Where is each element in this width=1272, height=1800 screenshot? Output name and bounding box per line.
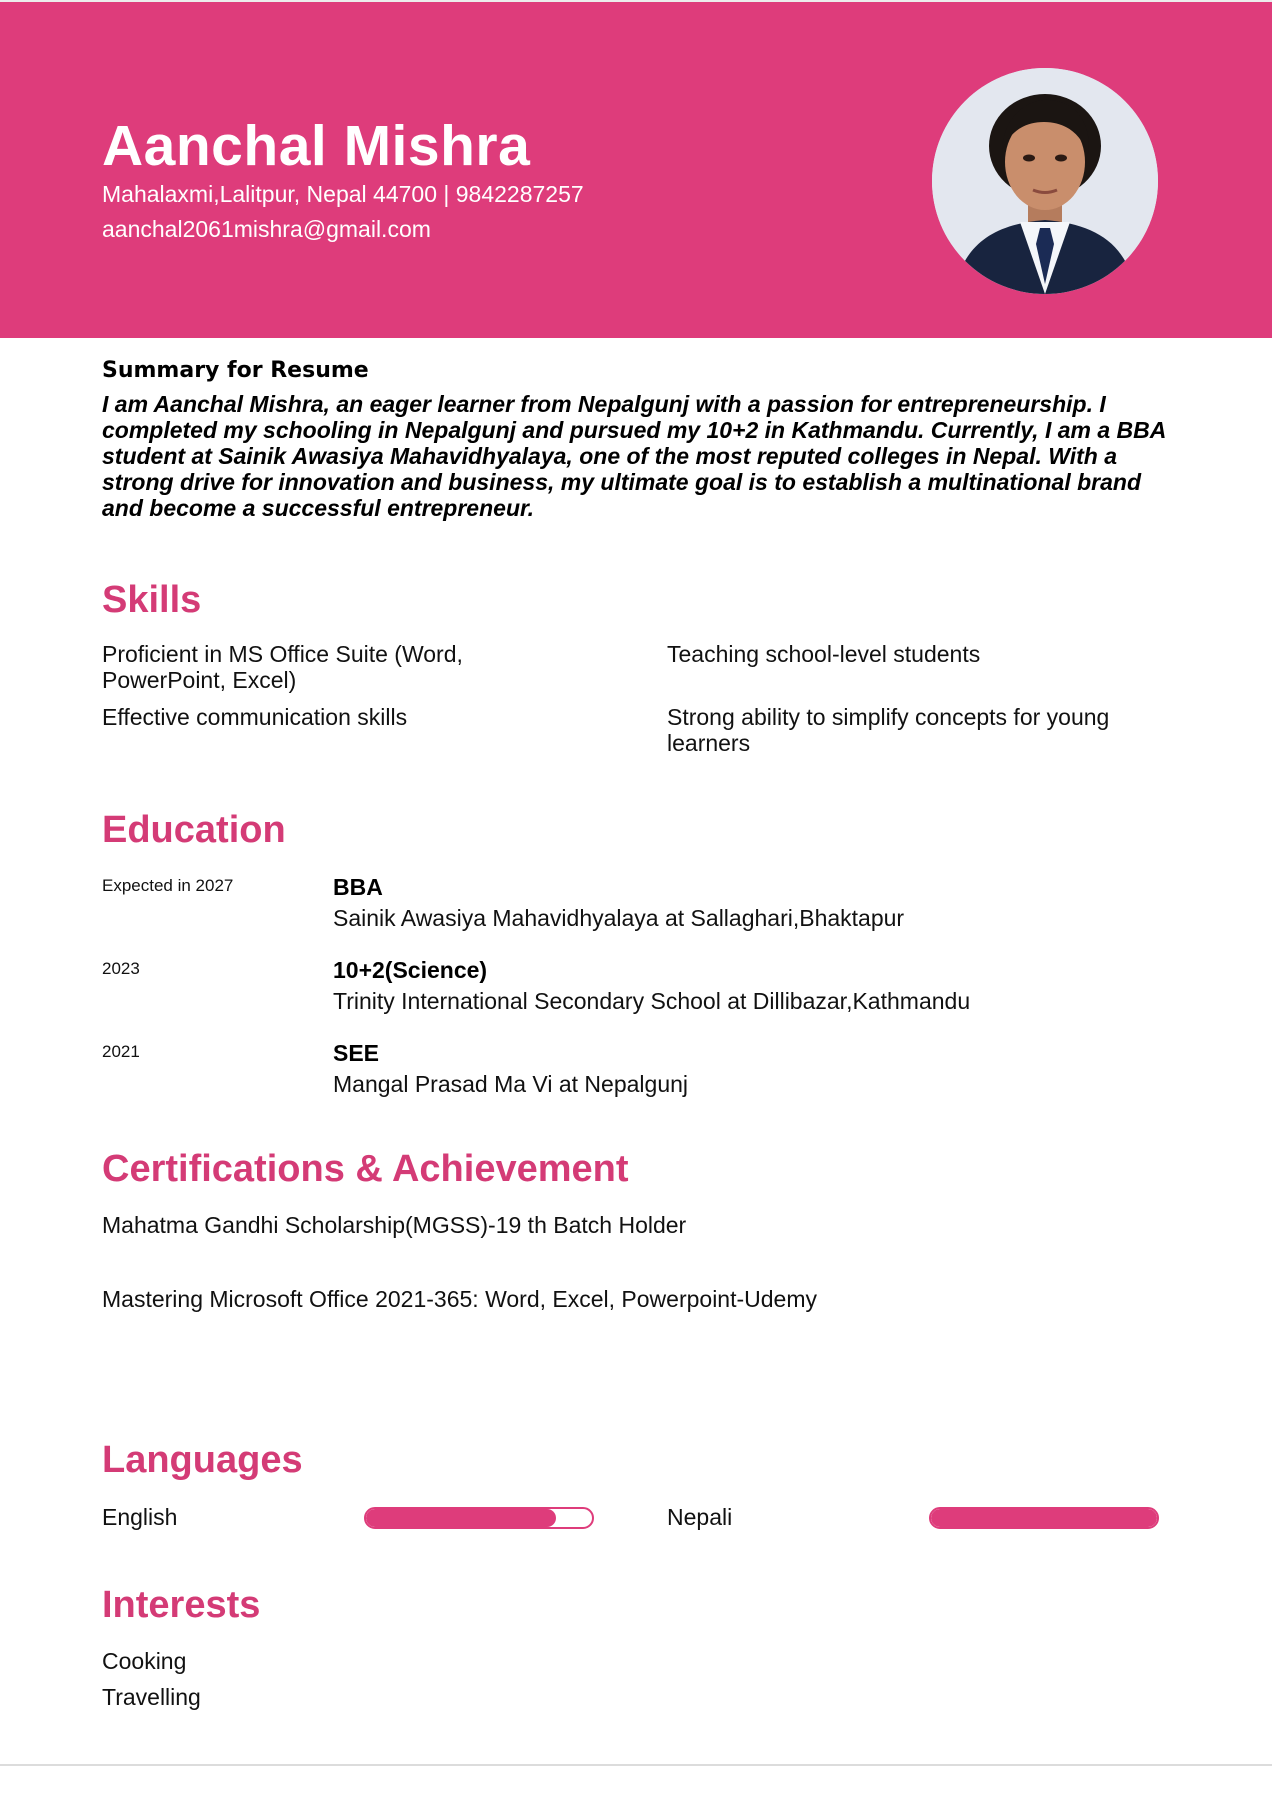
interest-item: Cooking: [102, 1648, 187, 1674]
education-year: Expected in 2027: [102, 876, 234, 895]
skill-item: Proficient in MS Office Suite (Word, PowerPoint, Excel): [102, 641, 463, 693]
skills-heading: Skills: [102, 579, 202, 621]
education-degree: BBA: [333, 874, 383, 900]
page-bottom-divider: [0, 1764, 1272, 1766]
education-degree: SEE: [333, 1040, 380, 1066]
language-level-fill: [366, 1509, 556, 1527]
profile-photo: [932, 68, 1158, 294]
header-banner: [0, 0, 1272, 338]
email-address[interactable]: aanchal2061mishra@gmail.com: [102, 216, 431, 242]
language-name: English: [102, 1504, 178, 1530]
education-year: 2021: [102, 1042, 140, 1061]
certifications-heading: Certifications & Achievement: [102, 1148, 629, 1190]
education-heading: Education: [102, 809, 286, 851]
interest-item: Travelling: [102, 1684, 201, 1710]
language-level-fill: [931, 1509, 1157, 1527]
summary-text: I am Aanchal Mishra, an eager learner from Nepalgunj with a passion for entrepreneurship. I completed my schooling in Nepalgunj and pursued my 10+2 in Kathmandu. Currently, I am a BBA student at Sainik Awasiya Mahavidhyalaya, one of the most reputed colleges in Nepal. With a strong drive for innovation and business, my ultimate goal is to establish a multinational brand and become a successful entrepreneur.: [102, 391, 1166, 521]
interests-heading: Interests: [102, 1584, 261, 1626]
education-degree: 10+2(Science): [333, 957, 488, 983]
skill-item: Teaching school-level students: [667, 641, 981, 667]
language-level-bar: [929, 1507, 1159, 1529]
address-phone: Mahalaxmi,Lalitpur, Nepal 44700 | 9842287257: [102, 181, 584, 207]
education-school: Trinity International Secondary School at Dillibazar,Kathmandu: [333, 988, 971, 1014]
skill-item: Effective communication skills: [102, 704, 408, 730]
languages-heading: Languages: [102, 1439, 303, 1481]
education-school: Mangal Prasad Ma Vi at Nepalgunj: [333, 1071, 689, 1097]
certification-item: Mahatma Gandhi Scholarship(MGSS)-19 th Batch Holder: [102, 1212, 687, 1238]
skill-item: Strong ability to simplify concepts for young learners: [667, 704, 1110, 756]
certification-item: Mastering Microsoft Office 2021-365: Word, Excel, Powerpoint-Udemy: [102, 1286, 817, 1312]
language-level-bar: [364, 1507, 594, 1529]
education-school: Sainik Awasiya Mahavidhyalaya at Sallaghari,Bhaktapur: [333, 905, 905, 931]
language-name: Nepali: [667, 1504, 733, 1530]
education-year: 2023: [102, 959, 140, 978]
candidate-name: Aanchal Mishra: [102, 114, 531, 178]
summary-title: Summary for Resume: [102, 358, 369, 383]
